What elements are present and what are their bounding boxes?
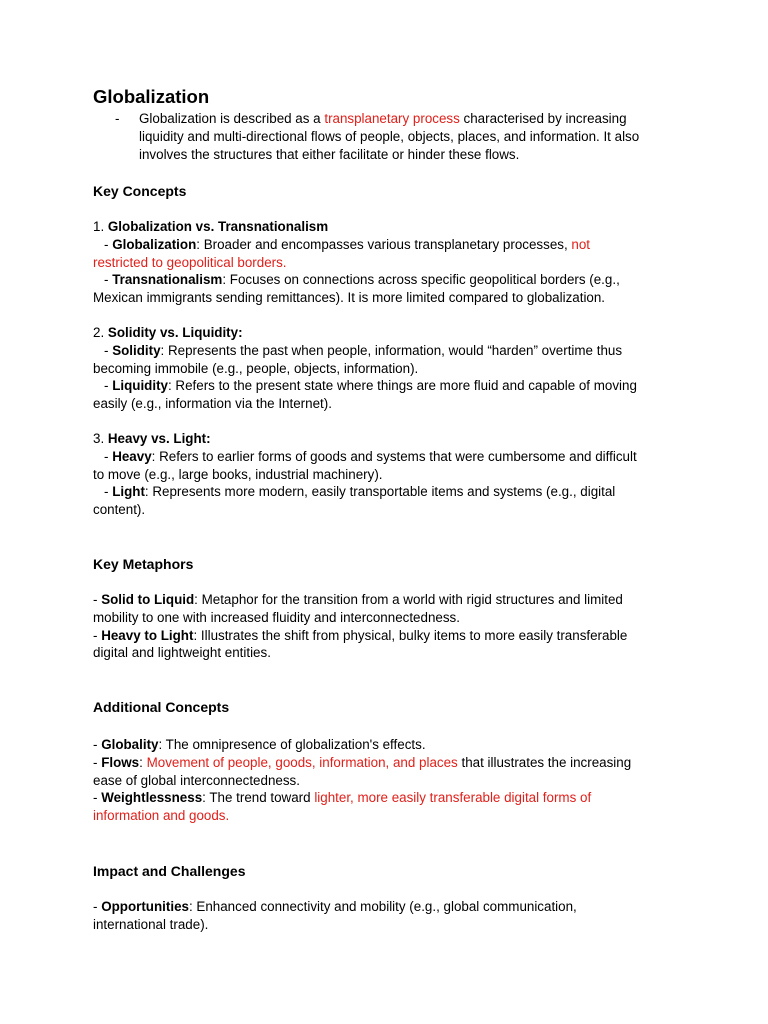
concept-1-title: 1. Globalization vs. Transnationalism xyxy=(93,219,329,234)
metaphor-heavy-to-light: - Heavy to Light: Illustrates the shift from physical, bulky items to more easily transferable xyxy=(93,627,628,643)
concept-1 xyxy=(93,218,683,307)
concept-2-solidity-cont: becoming immobile (e.g., people, objects, information). xyxy=(93,360,419,376)
concept-1-globalization: - Globalization: Broader and encompasses various transplanetary processes, not xyxy=(104,236,591,252)
bullet-dash: - xyxy=(115,111,120,126)
additional-flows: - Flows: Movement of people, goods, information, and places that illustrates the increasing xyxy=(93,754,632,770)
concept-3-heavy-cont: to move (e.g., large books, industrial machinery). xyxy=(93,466,383,482)
concept-2 xyxy=(93,324,683,413)
impact-opportunities-cont: international trade). xyxy=(93,916,209,932)
additional-weightlessness: - Weightlessness: The trend toward lighter, more easily transferable digital forms of xyxy=(93,790,592,806)
concept-2-liquidity-cont: easily (e.g., information via the Internet). xyxy=(93,396,332,412)
impact-list xyxy=(93,898,683,934)
heading-impact-challenges: Impact and Challenges xyxy=(93,863,246,879)
concept-3-heavy: - Heavy: Refers to earlier forms of goods and systems that were cumbersome and difficult xyxy=(104,448,637,464)
intro-line-3: involves the structures that either facilitate or hinder these flows. xyxy=(139,146,520,162)
concept-3 xyxy=(93,430,683,519)
concept-2-liquidity: - Liquidity: Refers to the present state where things are more fluid and capable of moving xyxy=(104,378,637,394)
additional-list xyxy=(93,736,683,825)
heading-additional-concepts: Additional Concepts xyxy=(93,699,230,715)
additional-weightlessness-cont: information and goods. xyxy=(93,808,230,824)
metaphor-solid-to-liquid-cont: mobility to one with increased fluidity and interconnectedness. xyxy=(93,609,460,625)
additional-globality: - Globality: The omnipresence of globalization's effects. xyxy=(93,737,426,752)
additional-flows-cont: ease of global interconnectedness. xyxy=(93,772,300,788)
heading-key-metaphors: Key Metaphors xyxy=(93,556,194,572)
concept-1-transnationalism-cont: Mexican immigrants sending remittances). It is more limited compared to globalization. xyxy=(93,290,606,306)
highlight-transplanetary: transplanetary process xyxy=(324,111,460,126)
metaphor-solid-to-liquid: - Solid to Liquid: Metaphor for the transition from a world with rigid structures and limited xyxy=(93,592,623,607)
impact-opportunities: - Opportunities: Enhanced connectivity and mobility (e.g., global communication, xyxy=(93,899,577,914)
concept-3-title: 3. Heavy vs. Light: xyxy=(93,431,211,446)
intro-line-2: liquidity and multi-directional flows of people, objects, places, and information. It also xyxy=(139,128,640,144)
metaphor-heavy-to-light-cont: digital and lightweight entities. xyxy=(93,645,271,661)
page-title: Globalization xyxy=(93,86,210,107)
concept-1-globalization-cont: restricted to geopolitical borders. xyxy=(93,254,287,270)
metaphors-list xyxy=(93,591,683,662)
concept-1-transnationalism: - Transnationalism: Focuses on connections across specific geopolitical borders (e.g., xyxy=(104,272,620,288)
concept-3-light: - Light: Represents more modern, easily transportable items and systems (e.g., digital xyxy=(104,484,616,500)
concept-2-solidity: - Solidity: Represents the past when people, information, would “harden” overtime thus xyxy=(104,342,623,358)
heading-key-concepts: Key Concepts xyxy=(93,183,187,199)
intro-line-1: Globalization is described as a transplanetary process characterised by increasing xyxy=(139,111,627,126)
concept-3-light-cont: content). xyxy=(93,502,146,518)
intro-text xyxy=(139,110,689,163)
concept-2-title: 2. Solidity vs. Liquidity: xyxy=(93,325,243,340)
